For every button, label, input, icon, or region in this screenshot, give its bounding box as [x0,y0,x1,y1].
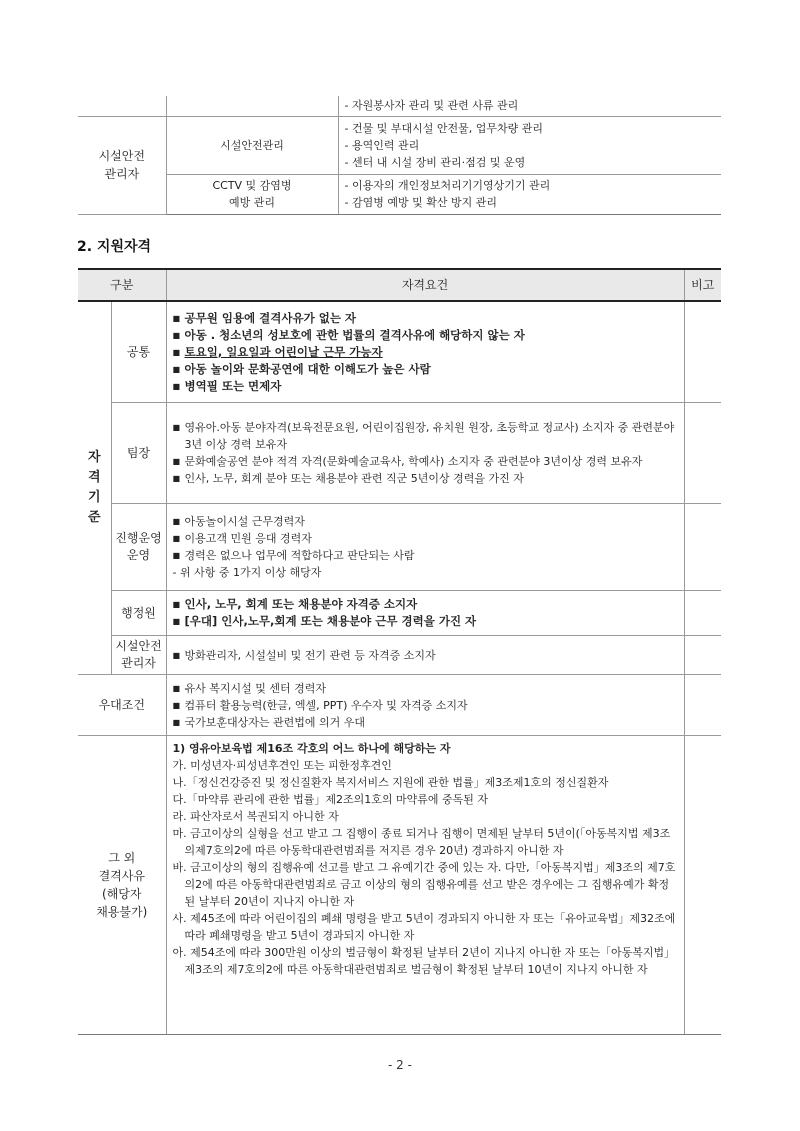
list-item: ■ 아동 놀이와 문화공연에 대한 이해도가 높은 사람 [173,361,678,378]
requirements-cell [166,736,684,1035]
duty-item: - 이용자의 개인정보처리기기영상기기 관리 [344,179,551,192]
note-cell [684,403,721,504]
list-item: ■ 컴퓨터 활용능력(한글, 엑셀, PPT) 우수자 및 자격증 소지자 [173,697,678,714]
row-label-team-leader: 팀장 [111,403,166,504]
clause-item: 아. 제54조에 따라 300만원 이상의 벌금형이 확정된 날부터 2년이 지나지 아니한 자 또는「아동복지법」제3조의 제7호의2에 따른 아동학대관련범죄로 벌금형이 확정된 날부터 10년이 지나지 아니한 자 [172,946,676,976]
subcategory-cell [166,96,338,116]
duty-cell [338,96,721,116]
duty-item: - 자원봉사자 관리 및 관련 사류 관리 [344,99,519,113]
list-item: ■ 이용고객 민원 응대 경력자 [173,530,678,547]
table-row [78,675,721,736]
list-item: ■ 국가보훈대상자는 관련법에 의거 우대 [173,714,678,731]
table-row [78,96,721,116]
list-item: ■ 문화예술공연 분야 적격 자격(문화예술교육사, 학예사) 소지자 중 관련분야 3년이상 경력 보유자 [173,453,678,470]
row-label-common: 공통 [111,301,166,403]
clause-item: 라. 파산자로서 복권되지 아니한 자 [172,810,339,823]
section-heading: 2. 지원자격 [77,239,152,255]
row-label-facility: 시설안전 관리자 [111,636,166,675]
subcategory-cell: CCTV 및 감염병 예방 관리 [166,174,338,214]
qualifications-table [78,268,721,1035]
list-item: ■ 아동놀이시설 근무경력자 [173,513,678,530]
requirements-cell [166,636,684,675]
row-label-preferred: 우대조건 [78,675,166,736]
list-item: ■ 방화관리자, 시설설비 및 전기 관련 등 자격증 소지자 [173,647,678,664]
requirements-cell [166,403,684,504]
list-item: ■ 아동 . 청소년의 성보호에 관한 법률의 결격사유에 해당하지 않는 자 [173,327,678,344]
subcategory-cell: 시설안전관리 [166,116,338,174]
requirements-cell [166,301,684,403]
note-cell [684,504,721,591]
operations-note: - 위 사항 중 1가지 이상 해당자 [172,566,322,579]
note-cell [684,736,721,1035]
clause-item: 사. 제45조에 따라 어린이집의 폐쇄 명령을 받고 5년이 경과되지 아니한 자 또는「유아교육법」제32조에 따라 폐쇄명령을 받고 5년이 경과되지 아니한 자 [172,912,676,942]
header-note: 비고 [684,269,721,301]
table-row [78,591,721,636]
table-row [78,403,721,504]
list-item: ■ 영유아.아동 분야자격(보육전문요원, 어린이집원장, 유치원 원장, 초등학교 정교사) 소지자 중 관련분야 3년 이상 경력 보유자 [173,419,678,453]
table-row [78,504,721,591]
list-item: ■ 유사 복지시설 및 센터 경력자 [173,680,678,697]
list-item: ■ 토요일, 일요일과 어린이날 근무 가능자 [173,344,678,361]
header-category: 구분 [78,269,166,301]
duties-table [78,96,721,215]
list-item: ■ [우대] 인사,노무,회계 또는 채용분야 근무 경력을 가진 자 [173,613,678,630]
page-number: - 2 - [388,1058,412,1072]
clause-item: 가. 미성년자·피성년후견인 또는 피한정후견인 [172,759,392,772]
clause-item: 마. 금고이상의 실형을 선고 받고 그 집행이 종료 되거나 집행이 면제된 날부터 5년이(「아동복지법 제3조의제7호의2에 따른 아동학대관련범죄를 저지른 경우 20년) 경과하지 아니한 자 [172,827,671,857]
row-label-admin: 행정원 [111,591,166,636]
duty-item: - 센터 내 시설 장비 관리·점검 및 운영 [344,155,526,169]
table-row [78,301,721,403]
list-item: ■ 인사, 노무, 회계 또는 채용분야 자격증 소지자 [173,596,678,613]
duty-item: - 건물 및 부대시설 안전물, 업무차량 관리 [344,121,543,135]
table-row [78,174,721,214]
clause-item: 바. 금고이상의 형의 집행유예 선고를 받고 그 유예기간 중에 있는 자. 다만,「아동복지법」제3조의 제7호의2에 따른 아동학대관련범죄로 금고 이상의 형의 집행유예를 선고 받은 경우에는 그 집행유예가 확정된 날부터 20년이 지나지 아니한 자 [172,861,676,908]
table-row [78,636,721,675]
requirements-cell [166,591,684,636]
note-cell [684,301,721,403]
table-row [78,736,721,1035]
clause-item: 나.「정신건강증진 및 정신질환자 복지서비스 지원에 관한 법률」제3조제1호의 정신질환자 [172,776,609,789]
note-cell [684,675,721,736]
list-item: ■ 공무원 임용에 결격사유가 없는 자 [173,310,678,327]
table-row [78,116,721,174]
disqualification-title: 1) 영유아보육법 제16조 각호의 어느 하나에 해당하는 자 [172,742,451,755]
requirements-cell [166,504,684,591]
category-cell: 시설안전 관리자 [78,116,166,214]
row-label-disqualification: 그 외 결격사유 (해당자 채용불가) [78,736,166,1035]
header-requirements: 자격요건 [166,269,684,301]
table-header-row [78,269,721,301]
note-cell [684,591,721,636]
duty-item: - 감염병 예방 및 확산 방지 관리 [344,196,497,209]
requirements-cell [166,675,684,736]
category-cell [78,96,166,116]
row-label-operations: 진행운영 운영 [111,504,166,591]
duty-cell [338,116,721,174]
list-item: ■ 경력은 없으나 업무에 적합하다고 판단되는 사람 [173,547,678,564]
note-cell [684,636,721,675]
clause-item: 다.「마약류 관리에 관한 법률」제2조의1호의 마약류에 중독된 자 [172,793,488,806]
duty-cell [338,174,721,214]
duty-item: - 용역인력 관리 [344,138,420,152]
list-item: ■ 인사, 노무, 회계 분야 또는 채용분야 관련 직군 5년이상 경력을 가진 자 [173,470,678,487]
group-label: 자 격 기 준 [78,301,111,675]
list-item: ■ 병역필 또는 면제자 [173,378,678,395]
